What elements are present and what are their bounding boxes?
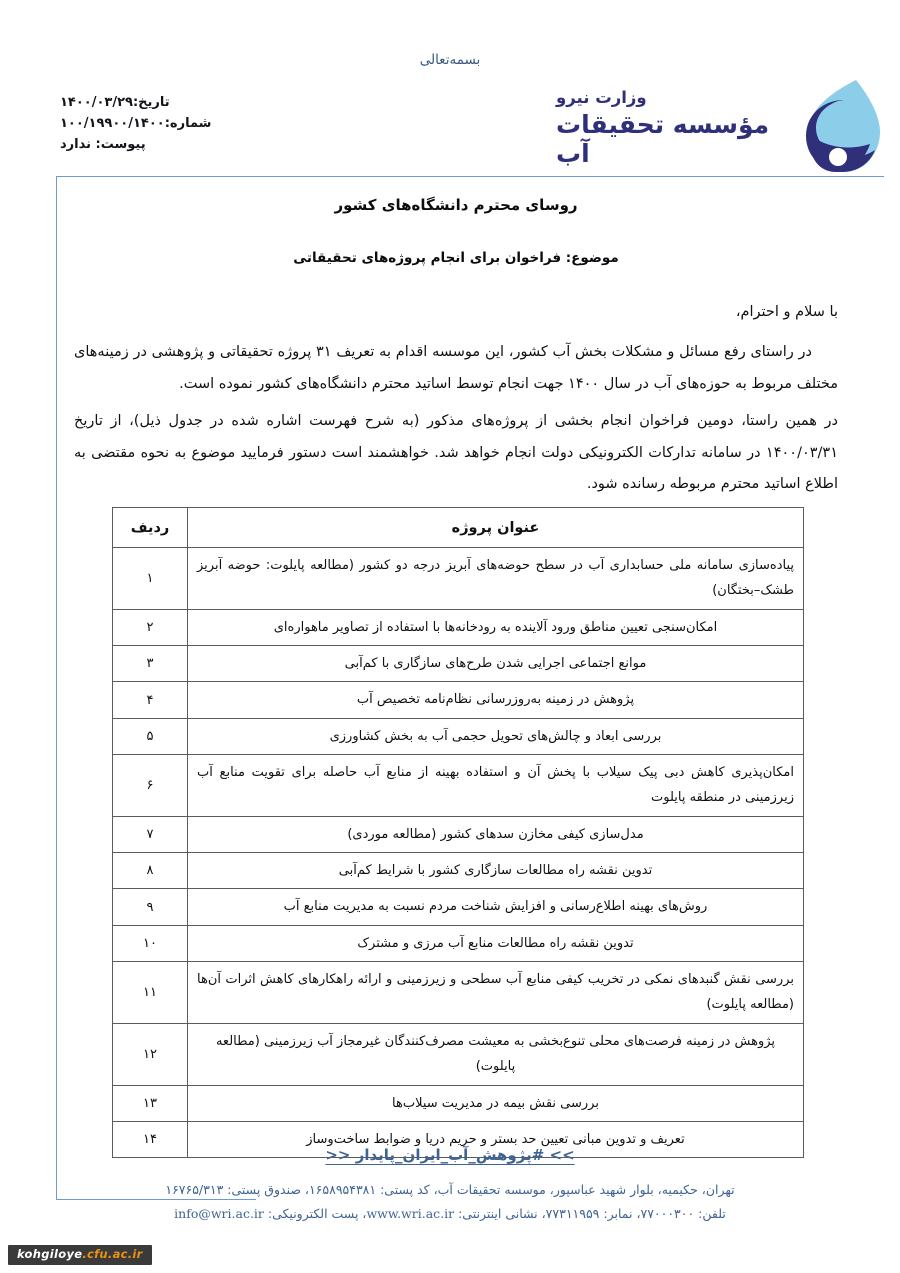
letter-paragraph-1: در راستای رفع مسائل و مشکلات بخش آب کشور، این موسسه اقدام به تعریف ۳۱ پروژه تحقیقاتی و پژوهشی در زمینه‌های مختلف مربوط به حوزه‌های آب در سال ۱۴۰۰ جهت انجام توسط اساتید محترم دانشگاه‌های کشور نموده است. bbox=[74, 344, 838, 392]
column-header-row-number: ردیف bbox=[113, 508, 188, 548]
cell-row-number: ۱۲ bbox=[113, 1023, 188, 1085]
cell-project-title: بررسی نقش بیمه در مدیریت سیلاب‌ها bbox=[188, 1085, 804, 1121]
letter-paragraph-2: در همین راستا، دومین فراخوان انجام بخشی از پروژه‌های مذکور (به شرح فهرست اشاره شده در جدول ذیل)، از تاریخ ۱۴۰۰/۰۳/۳۱ در سامانه تدارکات الکترونیکی دولت انجام خواهد شد. خواهشمند است دستور فرمایید موضوع به نحوه مقتضی به اطلاع اساتید محترم مربوطه رسانده شود. bbox=[74, 413, 838, 493]
cell-project-title: تعریف و تدوین مبانی تعیین حد بستر و حریم دریا و ضوابط ساخت‌وساز bbox=[188, 1121, 804, 1157]
cell-row-number: ۴ bbox=[113, 682, 188, 718]
table-row bbox=[113, 1023, 804, 1085]
cell-project-title: تدوین نقشه راه مطالعات منابع آب مرزی و مشترک bbox=[188, 925, 804, 961]
column-header-project-title: عنوان پروژه bbox=[188, 508, 804, 548]
letter-salutation: با سلام و احترام، bbox=[735, 304, 838, 320]
footer-address-line bbox=[0, 1178, 900, 1202]
footer-contact-line bbox=[0, 1202, 900, 1226]
cell-project-title: امکان‌پذیری کاهش دبی پیک سیلاب با پخش آن و استفاده بهینه از منابع آب حاصله برای تقویت منابع آب زیرزمینی در منطقه پایلوت bbox=[188, 755, 804, 817]
table-body bbox=[113, 548, 804, 1158]
cell-project-title: پژوهش در زمینه فرصت‌های محلی تنوع‌بخشی به معیشت مصرف‌کنندگان غیرمجاز آب زیرزمینی (مطالعه پایلوت) bbox=[188, 1023, 804, 1085]
cell-row-number: ۸ bbox=[113, 853, 188, 889]
table-row bbox=[113, 962, 804, 1024]
footer-email-link[interactable]: info@wri.ac.ir bbox=[174, 1206, 264, 1222]
frame-left-rule bbox=[56, 176, 57, 1199]
table-row bbox=[113, 816, 804, 852]
table-row bbox=[113, 1085, 804, 1121]
letter-addressee: روسای محترم دانشگاه‌های کشور bbox=[334, 196, 578, 214]
cell-project-title: مدل‌سازی کیفی مخازن سدهای کشور (مطالعه موردی) bbox=[188, 816, 804, 852]
table-row bbox=[113, 718, 804, 754]
logo-line-ministry: وزارت نیرو bbox=[556, 88, 647, 107]
cell-project-title: پژوهش در زمینه به‌روزرسانی نظام‌نامه تخصیص آب bbox=[188, 682, 804, 718]
cell-row-number: ۷ bbox=[113, 816, 188, 852]
cell-row-number: ۱۰ bbox=[113, 925, 188, 961]
watermark-name: kohgiloye bbox=[17, 1246, 83, 1261]
footer-phone-fax-text: تلفن: ۷۷۰۰۰۳۰۰، نمابر: ۷۷۳۱۱۹۵۹، نشانی اینترنتی: bbox=[458, 1206, 726, 1222]
letter-body bbox=[74, 196, 838, 507]
table-row bbox=[113, 682, 804, 718]
table-row bbox=[113, 889, 804, 925]
letter-attachment: پیوست: ندارد bbox=[60, 137, 146, 153]
cell-row-number: ۵ bbox=[113, 718, 188, 754]
letter-number: شماره:۱۰۰/۱۹۹۰۰/۱۴۰۰ bbox=[60, 116, 212, 132]
cell-row-number: ۱۴ bbox=[113, 1121, 188, 1157]
logo-line-institute: مؤسسه تحقیقات آب bbox=[556, 110, 770, 168]
letter-footer bbox=[0, 1146, 900, 1227]
cell-project-title: تدوین نقشه راه مطالعات سازگاری کشور با شرایط کم‌آبی bbox=[188, 853, 804, 889]
table-row bbox=[113, 609, 804, 645]
cell-project-title: موانع اجتماعی اجرایی شدن طرح‌های سازگاری با کم‌آبی bbox=[188, 646, 804, 682]
cell-row-number: ۹ bbox=[113, 889, 188, 925]
cell-project-title: روش‌های بهینه اطلاع‌رسانی و افزایش شناخت مردم نسبت به مدیریت منابع آب bbox=[188, 889, 804, 925]
table-row bbox=[113, 925, 804, 961]
cell-project-title: بررسی ابعاد و چالش‌های تحویل حجمی آب به بخش کشاورزی bbox=[188, 718, 804, 754]
letterhead bbox=[0, 0, 900, 176]
cell-row-number: ۶ bbox=[113, 755, 188, 817]
header-divider-line bbox=[56, 176, 884, 177]
water-droplet-icon bbox=[794, 78, 886, 176]
footer-postal-box: ۱۶۷۶۵/۳۱۳ bbox=[165, 1182, 224, 1197]
table-row bbox=[113, 646, 804, 682]
letter-metadata bbox=[60, 92, 260, 155]
table-head bbox=[113, 508, 804, 548]
organization-logo bbox=[556, 78, 886, 176]
footer-website-link[interactable]: www.wri.ac.ir bbox=[366, 1206, 455, 1222]
table-header-row bbox=[113, 508, 804, 548]
footer-address-text: تهران، حکیمیه، بلوار شهید عباسپور، موسسه تحقیقات آب، کد پستی: ۱۶۵۸۹۵۴۳۸۱، صندوق پستی: bbox=[223, 1182, 735, 1197]
projects-table-container bbox=[112, 507, 804, 1158]
table-row bbox=[113, 755, 804, 817]
watermark-domain: .cfu.ac.ir bbox=[82, 1246, 143, 1261]
letter-date: تاریخ:۱۴۰۰/۰۳/۲۹ bbox=[60, 95, 170, 110]
cell-project-title: بررسی نقش گنبدهای نمکی در تخریب کیفی منابع آب سطحی و زیرزمینی و ارائه راهکارهای کاهش اثرات آن‌ها (مطالعه پایلوت) bbox=[188, 962, 804, 1024]
cell-project-title: پیاده‌سازی سامانه ملی حسابداری آب در سطح حوضه‌های آبریز درجه دو کشور (مطالعه پایلوت: حوضه آبریز طشک–بختگان) bbox=[188, 548, 804, 610]
cell-row-number: ۲ bbox=[113, 609, 188, 645]
campaign-hashtag[interactable]: >> #پژوهش_آب_ایران_پایدار << bbox=[325, 1146, 575, 1164]
basmala-text: بسمه‌تعالی bbox=[419, 52, 481, 68]
cell-row-number: ۱۱ bbox=[113, 962, 188, 1024]
cell-row-number: ۳ bbox=[113, 646, 188, 682]
table-row bbox=[113, 548, 804, 610]
table-row bbox=[113, 853, 804, 889]
logo-wordmark bbox=[556, 88, 790, 168]
cell-row-number: ۱ bbox=[113, 548, 188, 610]
site-watermark bbox=[8, 1245, 152, 1266]
projects-table bbox=[112, 507, 804, 1158]
letter-subject: موضوع: فراخوان برای انجام پروژه‌های تحقیقاتی bbox=[293, 250, 619, 266]
footer-email-label: ، پست الکترونیکی: bbox=[267, 1206, 367, 1222]
cell-row-number: ۱۳ bbox=[113, 1085, 188, 1121]
cell-project-title: امکان‌سنجی تعیین مناطق ورود آلاینده به رودخانه‌ها با استفاده از تصاویر ماهواره‌ای bbox=[188, 609, 804, 645]
